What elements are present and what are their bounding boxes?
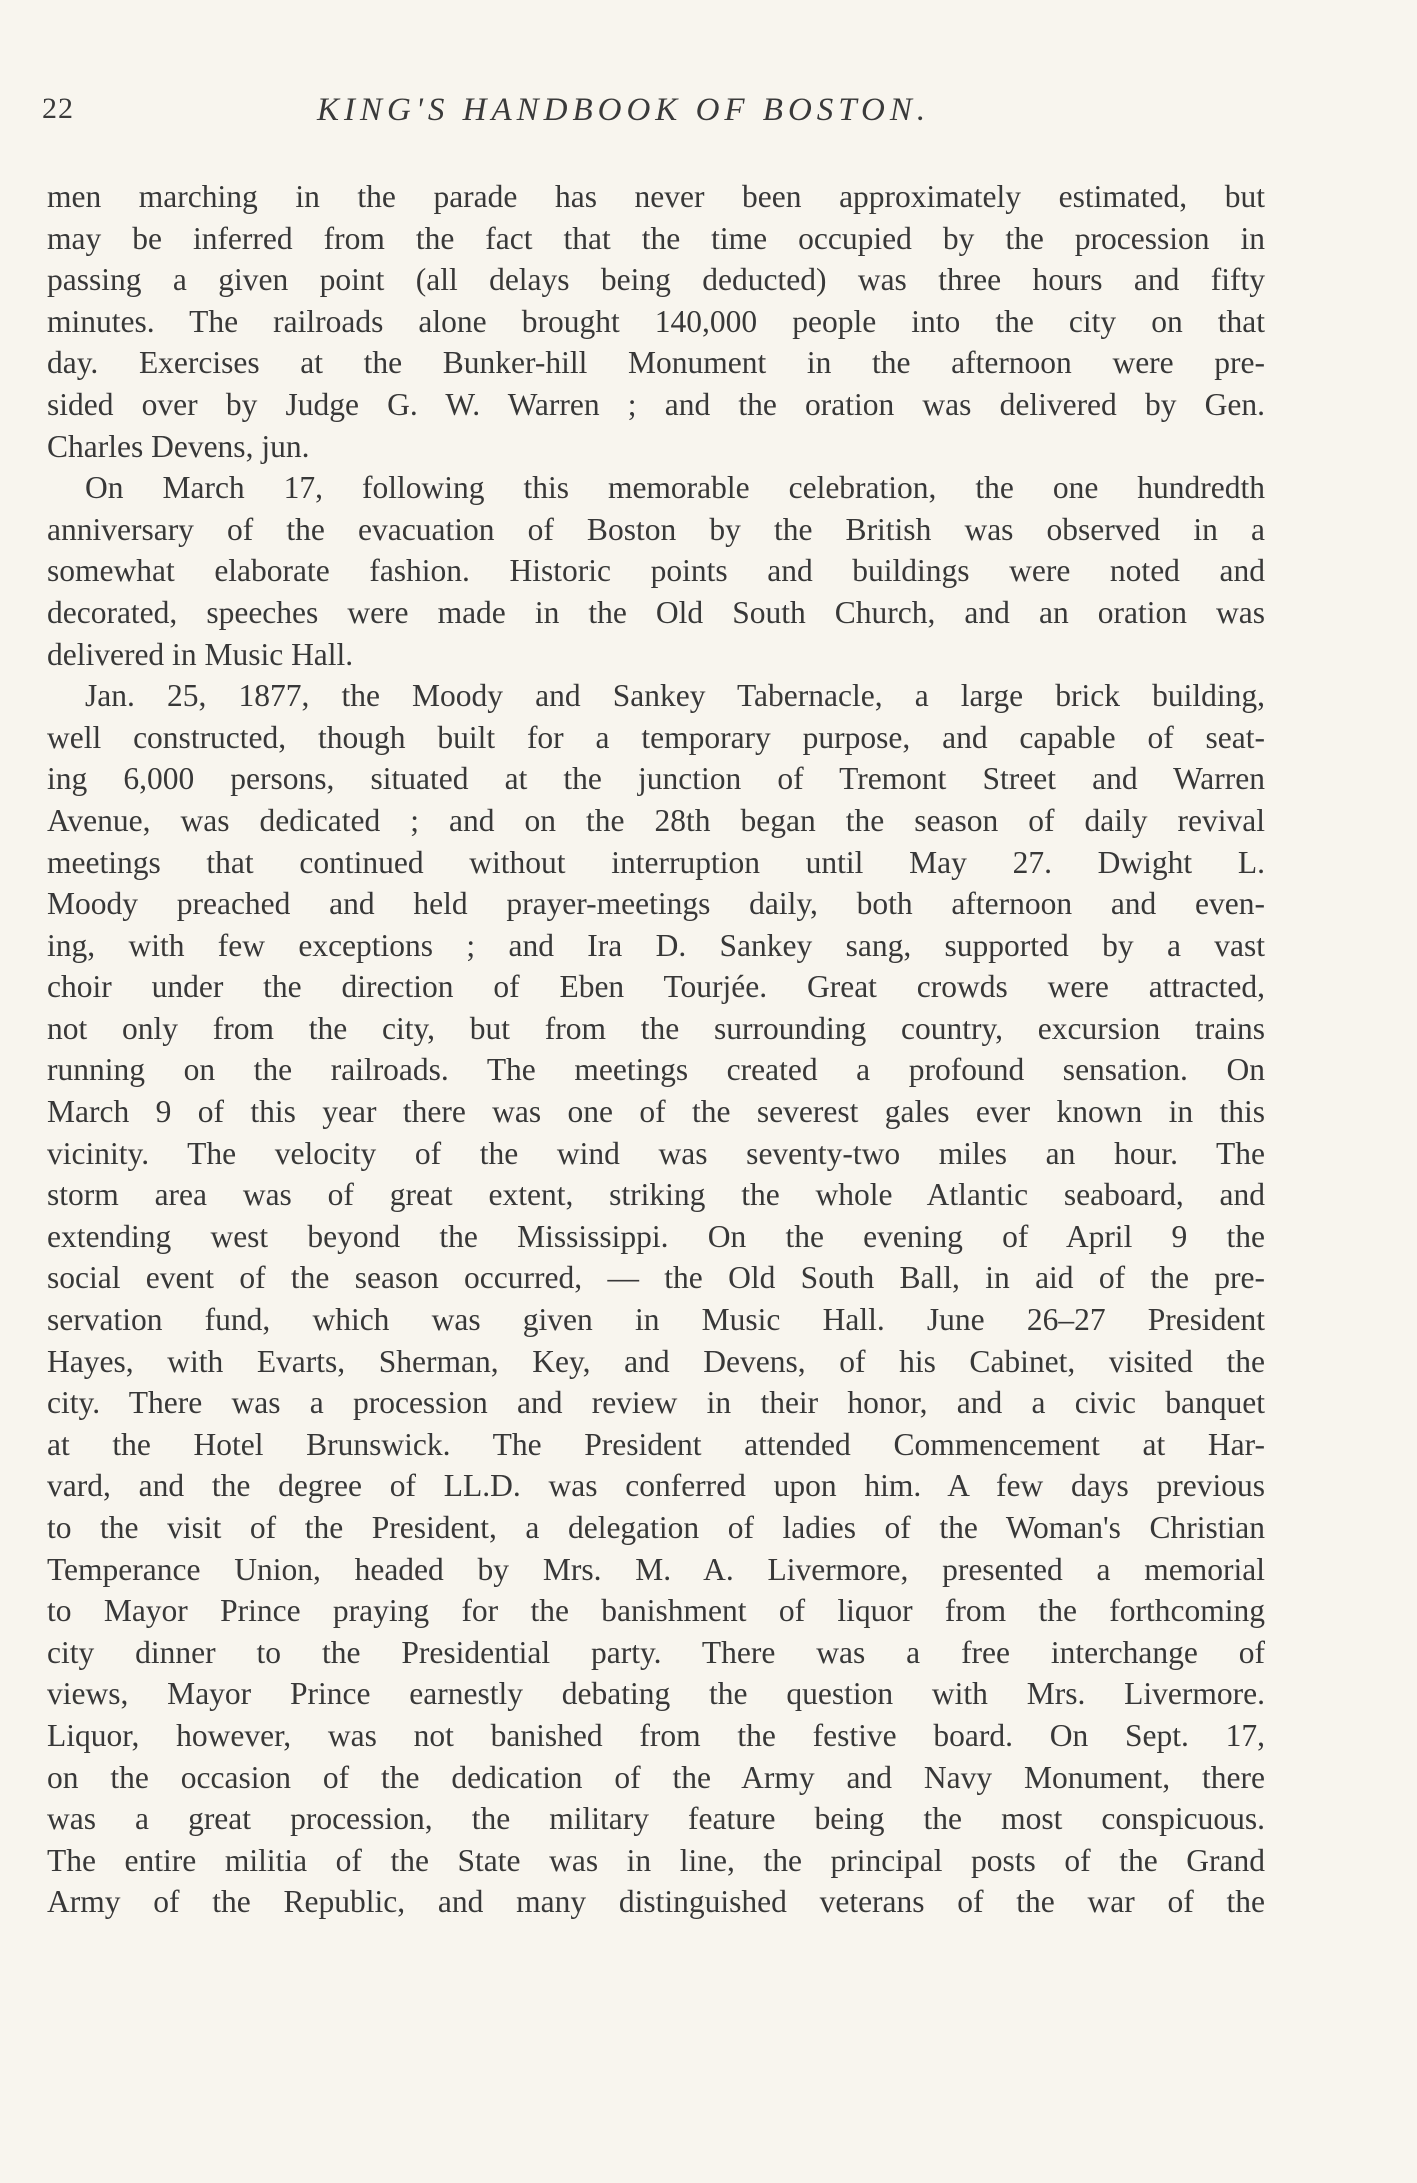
text-line: ing, with few exceptions ; and Ira D. Sankey sang, supported by a vast — [47, 927, 1265, 963]
text-line: delivered in Music Hall. — [47, 636, 354, 672]
text-line: storm area was of great extent, striking the whole Atlantic seaboard, and — [47, 1177, 1265, 1213]
text-line: sided over by Judge G. W. Warren ; and the oration was delivered by Gen. — [47, 386, 1265, 422]
text-line: decorated, speeches were made in the Old South Church, and an oration was — [47, 594, 1265, 630]
text-line: passing a given point (all delays being deducted) was three hours and fifty — [47, 262, 1265, 298]
text-line: not only from the city, but from the surrounding country, excursion trains — [47, 1010, 1265, 1046]
text-line: choir under the direction of Eben Tourjée. Great crowds were attracted, — [47, 969, 1265, 1005]
text-line: Moody preached and held prayer-meetings daily, both afternoon and even- — [47, 886, 1265, 922]
text-line: well constructed, though built for a temporary purpose, and capable of seat- — [47, 719, 1265, 755]
text-line: social event of the season occurred, — the Old South Ball, in aid of the pre- — [47, 1260, 1265, 1296]
text-line: was a great procession, the military feature being the most conspicuous. — [47, 1801, 1265, 1837]
text-line: day. Exercises at the Bunker-hill Monument in the afternoon were pre- — [47, 345, 1265, 381]
text-line: March 9 of this year there was one of the severest gales ever known in this — [47, 1094, 1265, 1130]
text-line: extending west beyond the Mississippi. On the evening of April 9 the — [47, 1218, 1265, 1254]
running-title: KING'S HANDBOOK OF BOSTON. — [317, 92, 931, 128]
text-line: Temperance Union, headed by Mrs. M. A. Livermore, presented a memorial — [47, 1551, 1265, 1587]
text-line: Hayes, with Evarts, Sherman, Key, and Devens, of his Cabinet, visited the — [47, 1343, 1265, 1379]
text-line: at the Hotel Brunswick. The President attended Commencement at Har- — [47, 1426, 1265, 1462]
text-line: city dinner to the Presidential party. There was a free interchange of — [47, 1634, 1265, 1670]
text-line: minutes. The railroads alone brought 140,000 people into the city on that — [47, 303, 1265, 339]
text-line: city. There was a procession and review in their honor, and a civic banquet — [47, 1385, 1265, 1421]
text-line: to the visit of the President, a delegation of ladies of the Woman's Christian — [47, 1510, 1265, 1545]
page-number: 22 — [42, 92, 74, 125]
body-text — [47, 176, 1265, 1923]
text-line: vard, and the degree of LL.D. was conferred upon him. A few days previous — [47, 1468, 1265, 1504]
text-line: The entire militia of the State was in line, the principal posts of the Grand — [47, 1842, 1265, 1878]
text-line: Jan. 25, 1877, the Moody and Sankey Tabernacle, a large brick building, — [85, 678, 1265, 714]
text-line: to Mayor Prince praying for the banishment of liquor from the forthcoming — [47, 1593, 1265, 1629]
text-line: men marching in the parade has never been approximately estimated, but — [47, 179, 1265, 214]
text-line: meetings that continued without interruption until May 27. Dwight L. — [47, 844, 1265, 880]
text-line: Liquor, however, was not banished from the festive board. On Sept. 17, — [47, 1717, 1265, 1753]
text-line: may be inferred from the fact that the time occupied by the procession in — [47, 220, 1265, 256]
text-line: ing 6,000 persons, situated at the junction of Tremont Street and Warren — [47, 761, 1265, 797]
text-line: servation fund, which was given in Music Hall. June 26–27 President — [47, 1302, 1265, 1338]
text-line: running on the railroads. The meetings created a profound sensation. On — [47, 1052, 1265, 1088]
text-line: Army of the Republic, and many distinguished veterans of the war of the — [47, 1884, 1265, 1920]
text-line: Charles Devens, jun. — [47, 428, 310, 464]
text-line: On March 17, following this memorable celebration, the one hundredth — [85, 470, 1265, 506]
text-line: on the occasion of the dedication of the Army and Navy Monument, there — [47, 1759, 1265, 1795]
text-line: anniversary of the evacuation of Boston by the British was observed in a — [47, 511, 1265, 547]
text-line: Avenue, was dedicated ; and on the 28th began the season of daily revival — [47, 802, 1265, 838]
running-head — [42, 92, 1262, 136]
text-line: views, Mayor Prince earnestly debating the question with Mrs. Livermore. — [47, 1676, 1265, 1712]
text-line: somewhat elaborate fashion. Historic points and buildings were noted and — [47, 553, 1265, 589]
text-line: vicinity. The velocity of the wind was seventy-two miles an hour. The — [47, 1135, 1265, 1171]
